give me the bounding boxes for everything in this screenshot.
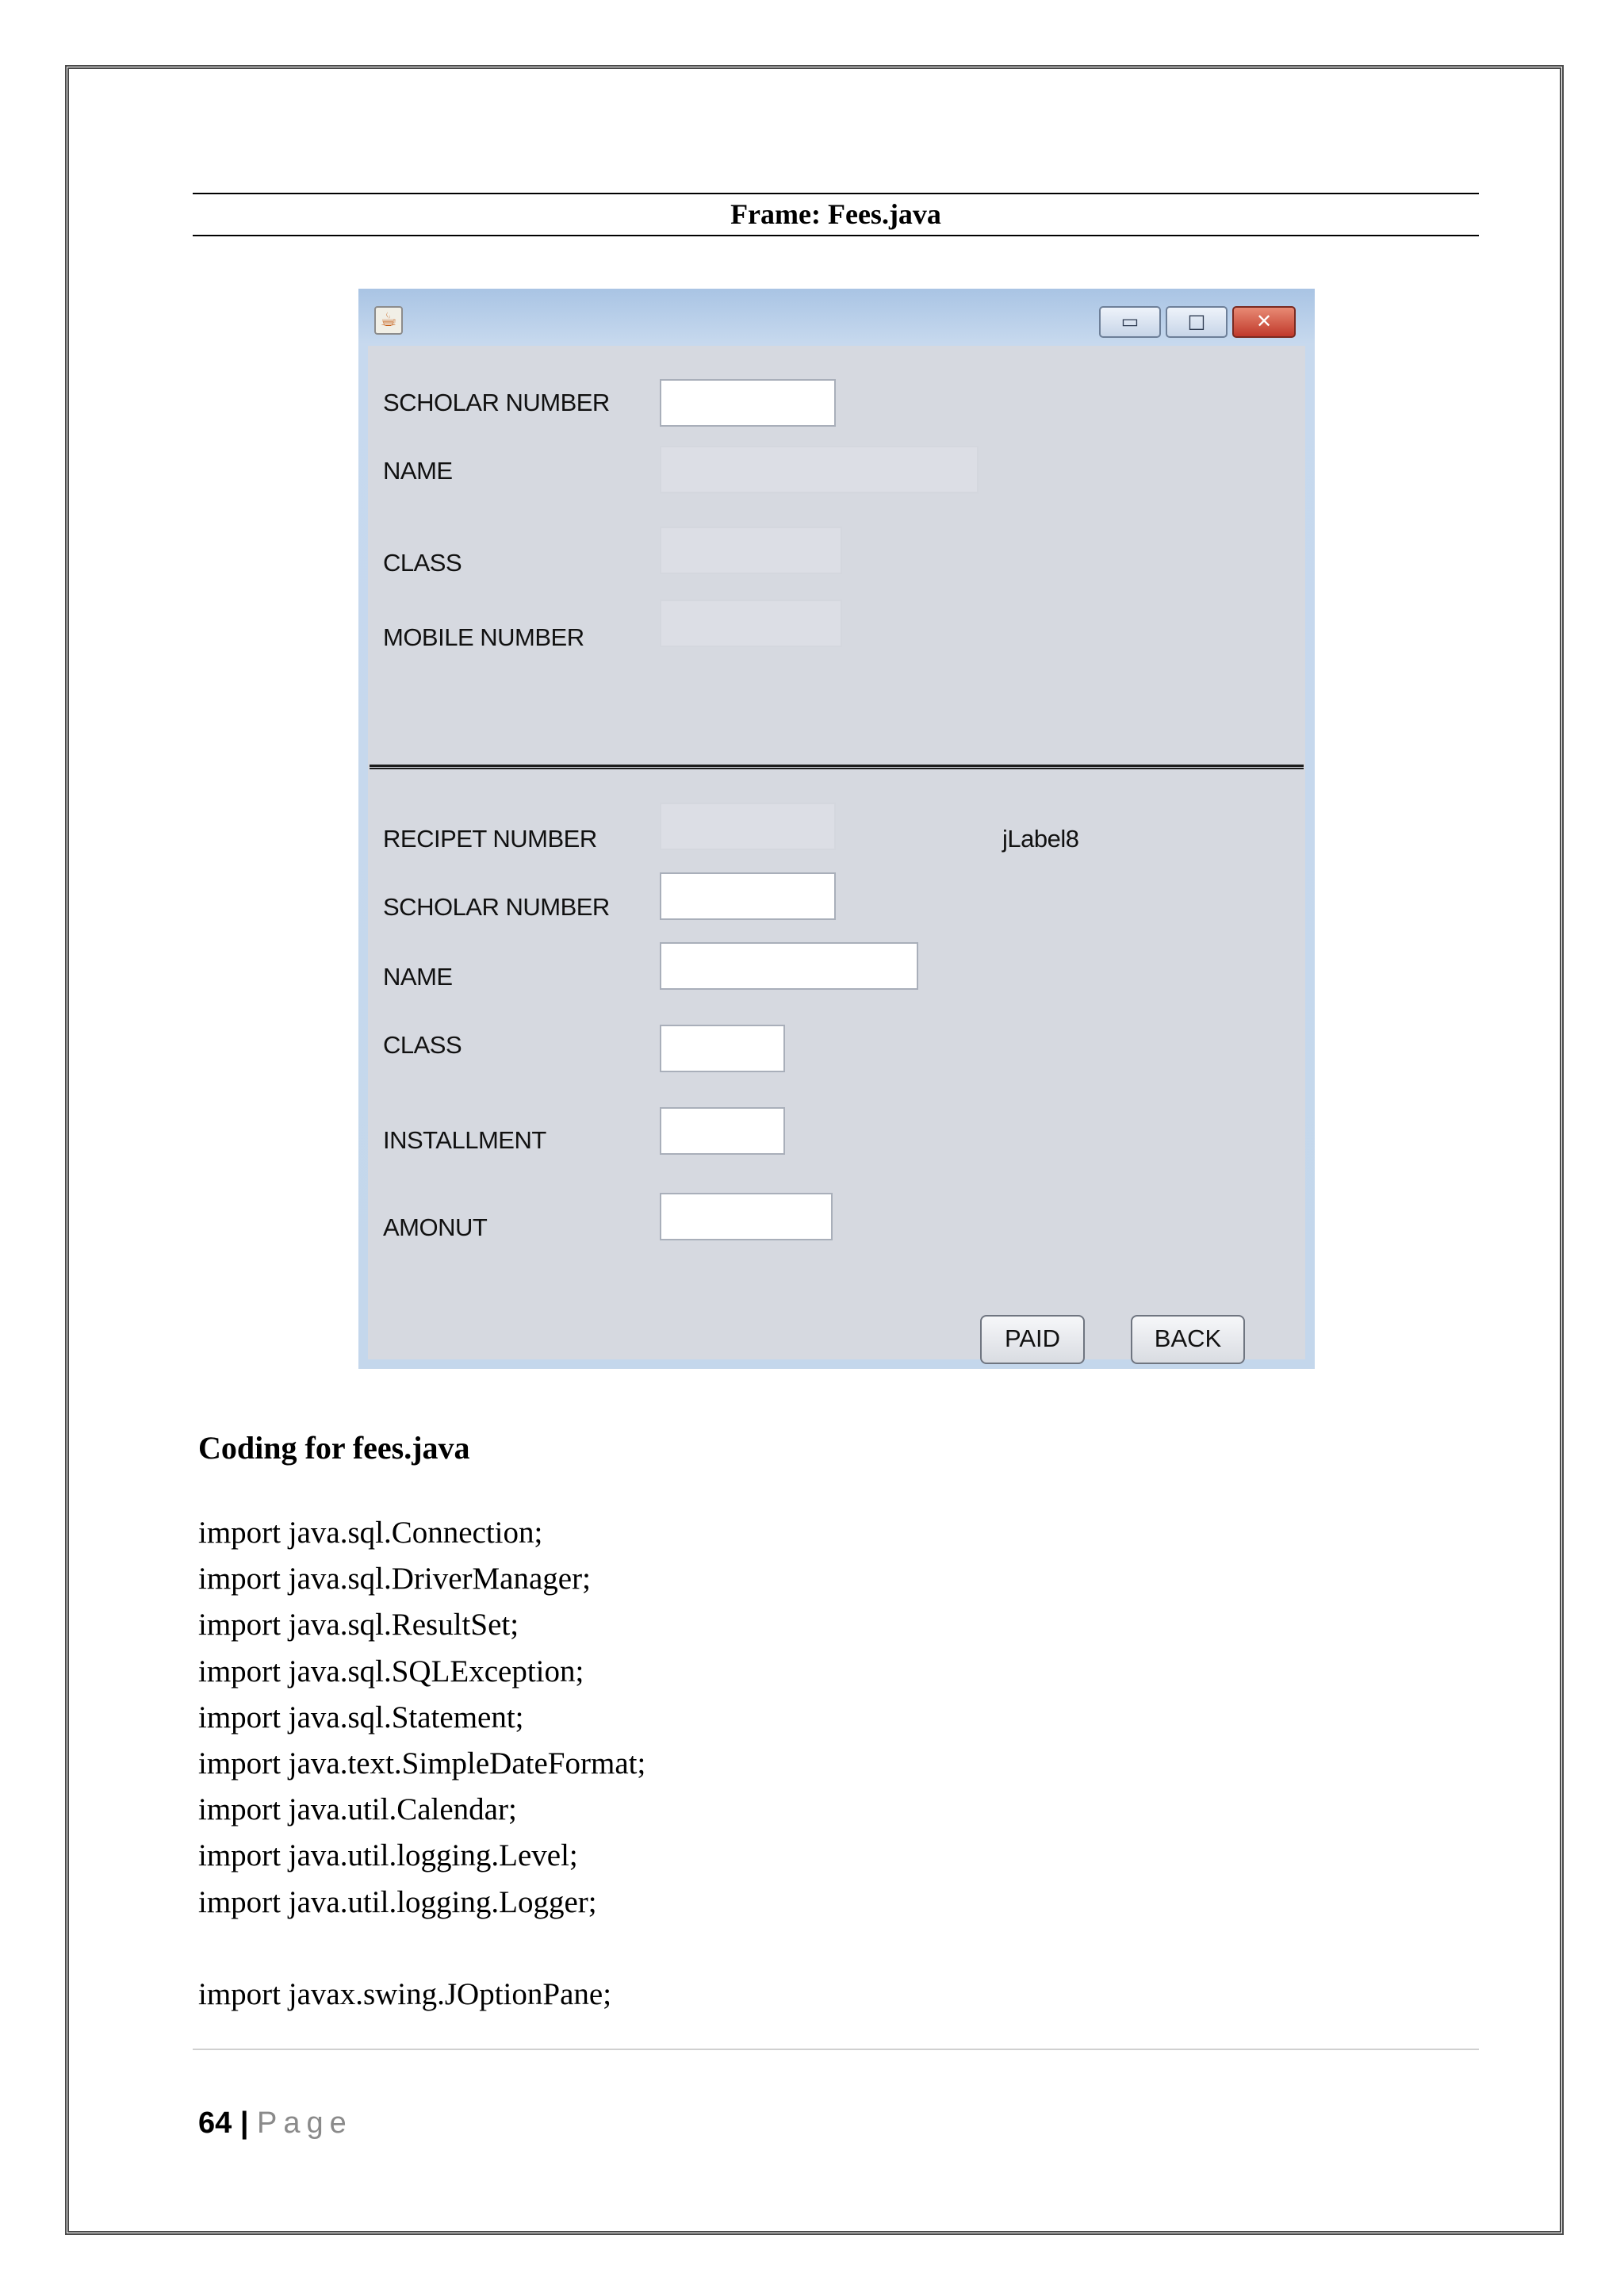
code-line: import java.sql.DriverManager; — [198, 1562, 591, 1596]
back-button[interactable]: BACK — [1131, 1315, 1245, 1364]
jlabel8: jLabel8 — [1002, 825, 1079, 853]
class-display-field — [660, 527, 842, 574]
mobile-number-label: MOBILE NUMBER — [383, 623, 584, 651]
receipt-number-display-field — [660, 803, 836, 850]
header-bottom-rule — [193, 235, 1479, 236]
java-icon: ☕ — [374, 306, 403, 335]
fees-window — [358, 289, 1315, 1369]
name-label: NAME — [383, 457, 453, 485]
page-number: 64 — [198, 2106, 232, 2140]
close-button[interactable]: ✕ — [1232, 306, 1296, 338]
frame-title: Frame: Fees.java — [730, 198, 941, 230]
paid-button[interactable]: PAID — [980, 1315, 1085, 1364]
code-line: import java.sql.Connection; — [198, 1516, 543, 1550]
installment-label: INSTALLMENT — [383, 1126, 546, 1154]
section-separator — [370, 765, 1304, 769]
footer-rule — [193, 2049, 1479, 2050]
payment-class-input[interactable] — [660, 1025, 785, 1072]
code-line: import java.sql.SQLException; — [198, 1654, 584, 1688]
installment-input[interactable] — [660, 1107, 785, 1155]
name-display-field — [660, 446, 979, 493]
payment-name-label: NAME — [383, 963, 453, 991]
code-block — [198, 1510, 645, 2018]
code-line: import java.sql.ResultSet; — [198, 1608, 519, 1642]
amount-label: AMONUT — [383, 1213, 488, 1241]
minimize-button[interactable]: ▭ — [1099, 306, 1161, 338]
code-line: import java.util.logging.Logger; — [198, 1884, 597, 1919]
payment-scholar-number-input[interactable] — [660, 872, 836, 920]
window-titlebar[interactable] — [358, 289, 1315, 346]
payment-class-label: CLASS — [383, 1031, 462, 1059]
blank-line — [198, 1926, 645, 1972]
page-footer — [198, 2103, 353, 2143]
code-line: import java.util.Calendar; — [198, 1792, 517, 1827]
code-line: import javax.swing.JOptionPane; — [198, 1977, 612, 2012]
amount-input[interactable] — [660, 1193, 833, 1240]
page-label: Page — [257, 2106, 353, 2140]
code-line: import java.text.SimpleDateFormat; — [198, 1746, 646, 1781]
scholar-number-label: SCHOLAR NUMBER — [383, 389, 610, 416]
class-label: CLASS — [383, 549, 462, 577]
mobile-number-display-field — [660, 600, 842, 647]
code-line: import java.sql.Statement; — [198, 1700, 524, 1734]
receipt-number-label: RECIPET NUMBER — [383, 825, 597, 853]
payment-name-input[interactable] — [660, 942, 918, 990]
scholar-number-input[interactable] — [660, 379, 836, 427]
window-content — [368, 346, 1305, 1359]
payment-scholar-number-label: SCHOLAR NUMBER — [383, 893, 610, 921]
coding-heading: Coding for fees.java — [198, 1430, 470, 1466]
code-line: import java.util.logging.Level; — [198, 1838, 578, 1873]
footer-separator: | — [232, 2106, 258, 2140]
maximize-button[interactable]: □ — [1166, 306, 1228, 338]
